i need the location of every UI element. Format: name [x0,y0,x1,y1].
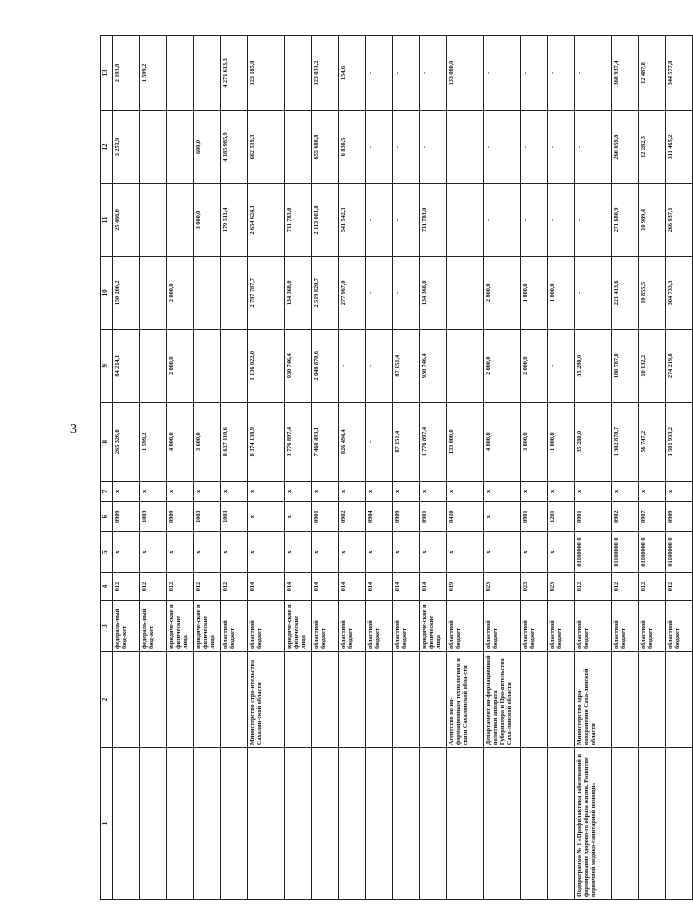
table-cell [612,651,639,747]
table-cell: - [366,111,393,184]
table-cell: - [420,36,447,111]
table-cell: юридиче-ские и физические лица [167,601,194,652]
table-cell: 10 132,2 [639,329,666,402]
table-cell: юридиче-ские и физические лица [285,601,312,652]
table-cell: 012 [612,572,639,600]
table-cell: 0901 [420,501,447,531]
table-cell [221,256,248,329]
table-row [221,36,248,900]
table-cell: - [521,183,548,256]
table-row [312,36,339,900]
table-cell: - [548,111,575,184]
column-number-2: 2 [101,651,113,747]
table-cell: 012 [194,572,221,600]
table-cell: x [113,532,140,573]
table-cell [484,748,521,900]
table-cell: областной бюджет [575,601,612,652]
table-cell: x [248,481,285,501]
table-cell [366,651,393,747]
table-cell: 023 [484,572,521,600]
table-cell: областной бюджет [666,601,693,652]
table-cell [447,183,484,256]
table-cell: 10 855,5 [639,256,666,329]
table-cell: 2 000,0 [521,329,548,402]
table-cell: x [221,532,248,573]
table-cell: 0901 [312,501,339,531]
table-cell [113,651,140,747]
table-cell: 3 000,0 [194,183,221,256]
table-cell: x [248,501,285,531]
table-cell: Подпрограмма № 1 «Профилактика заболеваний и формирование здорово-го образа жизни. Развитие первичной медико-санитарной помощи» [575,748,612,900]
table-cell: - [575,36,612,111]
table-cell: x [366,532,393,573]
table-cell: 134 368,0 [420,256,447,329]
column-number-6: 6 [101,501,113,531]
table-cell: 012 [221,572,248,600]
table-cell [393,748,420,900]
column-number-10: 10 [101,256,113,329]
table-cell: - [366,256,393,329]
table-cell: 8 637 110,6 [221,402,248,481]
table-cell: x [366,481,393,501]
table-cell: x [140,532,167,573]
table-cell: x [339,481,366,501]
table-cell: 87 151,4 [393,329,420,402]
table-row [113,36,140,900]
table-cell: 1003 [221,501,248,531]
table-cell: 4 271 613,3 [221,36,248,111]
table-cell: - [393,36,420,111]
header-row [101,36,113,900]
table-cell: 150 200,2 [113,256,140,329]
table-cell: - [521,111,548,184]
table-cell [140,329,167,402]
table-cell: 826 494,4 [339,402,366,481]
table-cell: 311 465,2 [666,111,693,184]
table-cell: 014 [285,572,312,600]
column-number-7: 7 [101,481,113,501]
table-cell: областной бюджет [521,601,548,652]
table-cell: 600,0 [194,111,221,184]
table-cell: 123 031,2 [312,36,339,111]
table-cell: юридиче-ские и физические лица [420,601,447,652]
table-cell: x [393,481,420,501]
table-row [285,36,312,900]
table-cell: 2 000,0 [167,256,194,329]
table-cell: 0909 [666,501,693,531]
table-cell [140,256,167,329]
column-number-8: 8 [101,402,113,481]
table-cell: областной бюджет [639,601,666,652]
table-cell [285,748,312,900]
table-cell: 930 746,4 [420,329,447,402]
table-cell: 930 746,4 [285,329,312,402]
table-cell: 014 [420,572,447,600]
table-cell: областной бюджет [484,601,521,652]
table-cell [194,329,221,402]
table-cell: 277 967,0 [339,256,366,329]
table-cell: - [484,183,521,256]
table-cell [167,36,194,111]
table-cell: 12 487,8 [639,36,666,111]
table-cell: x [167,481,194,501]
column-number-9: 9 [101,329,113,402]
table-cell: x [285,481,312,501]
table-cell: x [420,532,447,573]
table-cell: 014 [393,572,420,600]
table-cell: 2 654 624,1 [248,183,285,256]
column-number-5: 5 [101,532,113,573]
table-cell [140,111,167,184]
table-cell: областной бюджет [447,601,484,652]
table-cell: 4 185 985,9 [221,111,248,184]
table-cell: 1 000,0 [548,402,575,481]
table-cell: 8 374 138,9 [248,402,285,481]
table-cell: 014 [312,572,339,600]
table-cell: 2 000,0 [167,329,194,402]
table-cell: 133 000,0 [447,36,484,111]
table-cell [167,183,194,256]
rotated-table-sheet [100,35,681,900]
table-cell: 266 937,1 [666,183,693,256]
table-row [420,36,447,900]
table-cell: - [393,256,420,329]
table-cell: 1 501 933,2 [666,402,693,481]
table-cell: 2 048 870,6 [312,329,339,402]
table-row [339,36,366,900]
table-cell: x [194,481,221,501]
table-cell: - [393,183,420,256]
table-cell: x [339,532,366,573]
table-cell: x [521,481,548,501]
table-cell: x [312,481,339,501]
table-cell [140,748,167,900]
table-cell: 014 [366,572,393,600]
table-cell: - [339,329,366,402]
table-cell: - [548,36,575,111]
table-cell: 3 600,0 [194,402,221,481]
table-cell: x [221,481,248,501]
column-number-12: 12 [101,111,113,184]
table-cell [447,329,484,402]
rotated-table-container [100,35,681,900]
table-row [575,36,612,900]
table-cell [521,748,548,900]
table-cell: x [312,532,339,573]
table-cell: x [666,481,693,501]
table-cell: - [484,36,521,111]
table-cell: x [447,532,484,573]
table-cell: 1 800,0 [521,256,548,329]
table-cell [548,748,575,900]
table-cell [612,748,639,900]
table-cell: x [194,532,221,573]
table-row [194,36,221,900]
table-cell: 014 [339,572,366,600]
table-cell: 1 000,0 [548,256,575,329]
table-cell [221,748,248,900]
table-cell [140,183,167,256]
table-cell: x [575,481,612,501]
table-cell: 0907 [639,501,666,531]
table-cell: 0904 [366,501,393,531]
table-row [393,36,420,900]
table-cell: 012 [167,572,194,600]
table-cell: 2 113 081,8 [312,183,339,256]
table-cell: 274 219,8 [666,329,693,402]
table-cell: x [484,532,521,573]
table-cell: 133 000,0 [447,402,484,481]
table-row [639,36,666,900]
table-cell [639,651,666,747]
table-cell: 10 989,4 [639,183,666,256]
table-cell: 368 937,4 [612,36,639,111]
table-cell [285,36,312,111]
table-cell: 0901 [521,501,548,531]
table-row [612,36,639,900]
table-row [167,36,194,900]
table-cell [285,111,312,184]
table-cell: 56 747,2 [639,402,666,481]
table-cell [248,748,285,900]
table-cell: 023 [548,572,575,600]
table-cell: - [521,36,548,111]
table-cell [420,748,447,900]
table-cell: 0902 [612,501,639,531]
table-cell: Министерство здра-воохранения Саха-линской области [575,651,612,747]
table-cell: - [393,111,420,184]
table-cell [447,256,484,329]
column-number-1: 1 [101,748,113,900]
table-cell: 0909 [167,501,194,531]
table-cell: 01100000 0 [666,532,693,573]
table-cell: 3 251,9 [113,111,140,184]
table-cell [666,748,693,900]
table-cell: x [521,532,548,573]
table-cell: x [548,481,575,501]
table-cell: 711 783,0 [420,183,447,256]
table-cell: 1201 [548,501,575,531]
table-cell: Агентство по ин-формационным технологиям и связи Сахалинской обла-сти [447,651,484,747]
table-cell: областной бюджет [548,601,575,652]
table-cell: 179 511,4 [221,183,248,256]
table-cell [113,748,140,900]
table-cell: 2 519 820,7 [312,256,339,329]
table-cell: 260 059,8 [612,111,639,184]
table-cell [221,651,248,747]
table-row [140,36,167,900]
table-cell: 12 282,3 [639,111,666,184]
table-cell: x [639,481,666,501]
table-cell: 0902 [339,501,366,531]
table-cell: x [285,532,312,573]
table-cell [447,111,484,184]
table-row [521,36,548,900]
table-cell: 6 830,5 [339,111,366,184]
table-cell [312,651,339,747]
table-cell [339,651,366,747]
table-cell: x [167,532,194,573]
table-cell: 304 733,3 [666,256,693,329]
table-cell: 271 680,9 [612,183,639,256]
table-cell: 1003 [194,501,221,531]
table-cell: областной бюджет [393,601,420,652]
table-cell: 1 136 022,0 [248,329,285,402]
table-cell: - [366,36,393,111]
column-number-3: 3 [101,601,113,652]
table-cell [194,748,221,900]
table-cell: 023 [521,572,548,600]
table-cell: 25 466,0 [113,183,140,256]
table-cell: 344 577,8 [666,36,693,111]
table-cell [339,748,366,900]
table-cell: 711 783,0 [285,183,312,256]
table-cell: x [447,481,484,501]
table-cell: - [484,111,521,184]
table-cell: 7 460 493,1 [312,402,339,481]
table-cell: - [366,402,393,481]
table-row [447,36,484,900]
table-cell [639,748,666,900]
table-cell: 1 599,2 [140,36,167,111]
table-cell: 1 776 897,4 [285,402,312,481]
table-cell: 1 776 897,4 [420,402,447,481]
budget-table [100,35,693,900]
table-row [248,36,285,900]
table-cell [194,651,221,747]
table-cell: областной бюджет [612,601,639,652]
table-cell: 1 599,2 [140,402,167,481]
table-cell: 154,6 [339,36,366,111]
column-number-11: 11 [101,183,113,256]
table-cell: 2 797 787,7 [248,256,285,329]
table-cell: юридиче-ские и физические лица [194,601,221,652]
table-cell [393,651,420,747]
table-cell: 012 [666,572,693,600]
table-cell: 221 413,6 [612,256,639,329]
table-cell: 180 787,0 [612,329,639,402]
column-number-4: 4 [101,572,113,600]
table-cell: 019 [447,572,484,600]
table-cell: 2 193,8 [113,36,140,111]
table-cell: 01100000 0 [639,532,666,573]
table-cell: областной бюджет [221,601,248,652]
table-cell: x [113,481,140,501]
table-cell: 012 [113,572,140,600]
table-cell [167,748,194,900]
table-cell: 2 000,0 [484,329,521,402]
table-cell: областной бюджет [312,601,339,652]
table-cell: x [612,481,639,501]
table-cell [221,329,248,402]
table-cell: 4 800,0 [484,402,521,481]
table-cell [167,111,194,184]
table-cell [548,651,575,747]
table-cell: 35 280,0 [575,329,612,402]
table-cell: x [420,481,447,501]
table-cell: 1003 [140,501,167,531]
table-cell: - [548,183,575,256]
table-body [101,36,693,900]
table-cell: областной бюджет [339,601,366,652]
table-cell [420,651,447,747]
table-cell [285,651,312,747]
table-cell: 655 688,8 [312,111,339,184]
table-cell: 012 [575,572,612,600]
table-cell: областной бюджет [366,601,393,652]
table-cell: Министерство стро-ительства Сахалин-ской области [248,651,285,747]
table-cell [194,36,221,111]
table-cell: - [366,183,393,256]
table-cell: - [548,329,575,402]
table-cell [666,651,693,747]
table-cell [167,651,194,747]
table-cell: 123 185,8 [248,36,285,111]
page-number: 3 [70,422,77,437]
table-cell: областной бюджет [248,601,285,652]
table-row [366,36,393,900]
table-cell: 01100000 0 [575,532,612,573]
table-cell [312,748,339,900]
table-cell: x [484,481,521,501]
table-cell: 0901 [575,501,612,531]
table-row [548,36,575,900]
table-cell: - [575,111,612,184]
table-cell [366,748,393,900]
table-cell: - [366,329,393,402]
table-cell [194,256,221,329]
table-cell: 012 [140,572,167,600]
table-cell [140,651,167,747]
table-cell: 87 151,4 [393,402,420,481]
table-cell: x [484,501,521,531]
table-cell: 01100000 0 [612,532,639,573]
table-cell: x [548,532,575,573]
table-cell: 35 280,0 [575,402,612,481]
table-cell: 265 326,0 [113,402,140,481]
table-row [666,36,693,900]
table-cell: x [248,532,285,573]
table-cell [447,748,484,900]
table-cell: 662 519,3 [248,111,285,184]
table-cell: x [140,481,167,501]
table-cell: Департамент ин-формационной политики аппарата Губернатора и Пра-вительства Саха-линской области [484,651,521,747]
table-cell: - [575,183,612,256]
table-cell: x [393,532,420,573]
table-cell: 134 368,0 [285,256,312,329]
table-cell: 0909 [113,501,140,531]
column-number-13: 13 [101,36,113,111]
table-cell: x [285,501,312,531]
table-cell: 014 [248,572,285,600]
table-cell: 541 542,3 [339,183,366,256]
table-cell: 012 [639,572,666,600]
table-cell: 0410 [447,501,484,531]
table-cell: 4 000,0 [167,402,194,481]
table-cell [521,651,548,747]
table-cell: 3 800,0 [521,402,548,481]
table-cell: федераль-ный бюд-жет [113,601,140,652]
table-cell: - [420,111,447,184]
table-cell: федераль-ный бюд-жет [140,601,167,652]
table-row [484,36,521,900]
table-cell: 1 302 878,7 [612,402,639,481]
table-cell: 84 214,1 [113,329,140,402]
table-cell: - [575,256,612,329]
table-cell: 0909 [393,501,420,531]
table-cell: 2 800,0 [484,256,521,329]
